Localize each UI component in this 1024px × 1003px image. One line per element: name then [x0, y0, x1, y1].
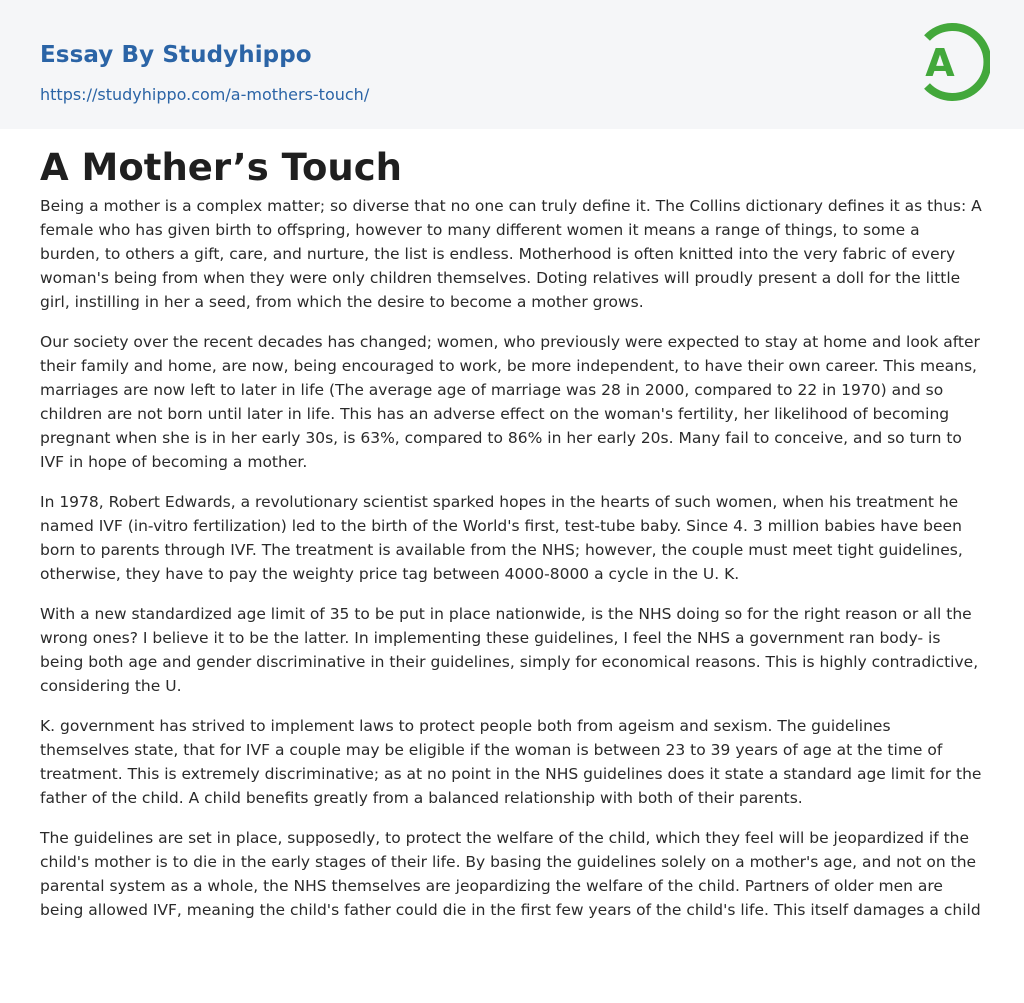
article-paragraph: In 1978, Robert Edwards, a revolutionary scientist sparked hopes in the hearts of such women, when his treatment he named IVF (in-vitro fertilization) led to the birth of the World's first, test-tube baby. Since 4. 3 million babies have been born to parents through IVF. The treatment is available from the NHS; however, the couple must meet tight guidelines, otherwise, they have to pay the weighty price tag between 4000-8000 a cycle in the U. K. — [40, 493, 963, 583]
studyhippo-logo-icon[interactable] — [910, 18, 990, 106]
article-paragraph: Being a mother is a complex matter; so diverse that no one can truly define it. The Collins dictionary defines it as thus: A female who has given birth to offspring, however to many different women it means a range of things, to some a burden, to others a gift, care, and nurture, the list is endless. Motherhood is often knitted into the very fabric of every woman's being from when they were only children themselves. Doting relatives will proudly present a doll for the little girl, instilling in her a seed, from which the desire to become a mother grows. — [40, 197, 982, 311]
article-paragraph: K. government has strived to implement laws to protect people both from ageism and sexism. The guidelines themselves state, that for IVF a couple may be eligible if the woman is between 23 to 39 years of age at the time of treatment. This is extremely discriminative; as at no point in the NHS guidelines does it state a standard age limit for the father of the child. A child benefits greatly from a balanced relationship with both of their parents. — [40, 717, 982, 807]
article-paragraph: The guidelines are set in place, supposedly, to protect the welfare of the child, which they feel will be jeopardized if the child's mother is to die in the early stages of their life. By basing the guidelines solely on a mother's age, and not on the parental system as a whole, the NHS themselves are jeopardizing the welfare of the child. Partners of older men are being allowed IVF, meaning the child's father could die in the first few years of the child's life. This itself damages a child — [40, 829, 981, 919]
article-paragraph: Our society over the recent decades has changed; women, who previously were expected to stay at home and look after their family and home, are now, being encouraged to work, be more independent, to have their own career. This means, marriages are now left to later in life (The average age of marriage was 28 in 2000, compared to 22 in 1970) and so children are not born until later in life. This has an adverse effect on the woman's fertility, her likelihood of becoming pregnant when she is in her early 30s, is 63%, compared to 86% in her early 20s. Many fail to conceive, and so turn to IVF in hope of becoming a mother. — [40, 333, 980, 471]
site-header — [0, 0, 1024, 129]
article-body — [40, 194, 984, 938]
article-title: A Mother’s Touch — [40, 146, 402, 189]
logo-letter: A — [925, 41, 955, 85]
site-brand[interactable]: Essay By Studyhippo — [40, 42, 312, 68]
article-paragraph: With a new standardized age limit of 35 to be put in place nationwide, is the NHS doing so for the right reason or all the wrong ones? I believe it to be the latter. In implementing these guidelines, I feel the NHS a government ran body- is being both age and gender discriminative in their guidelines, simply for economical reasons. This is highly contradictive, considering the U. — [40, 605, 979, 695]
essay-url-link[interactable]: https://studyhippo.com/a-mothers-touch/ — [40, 85, 370, 104]
